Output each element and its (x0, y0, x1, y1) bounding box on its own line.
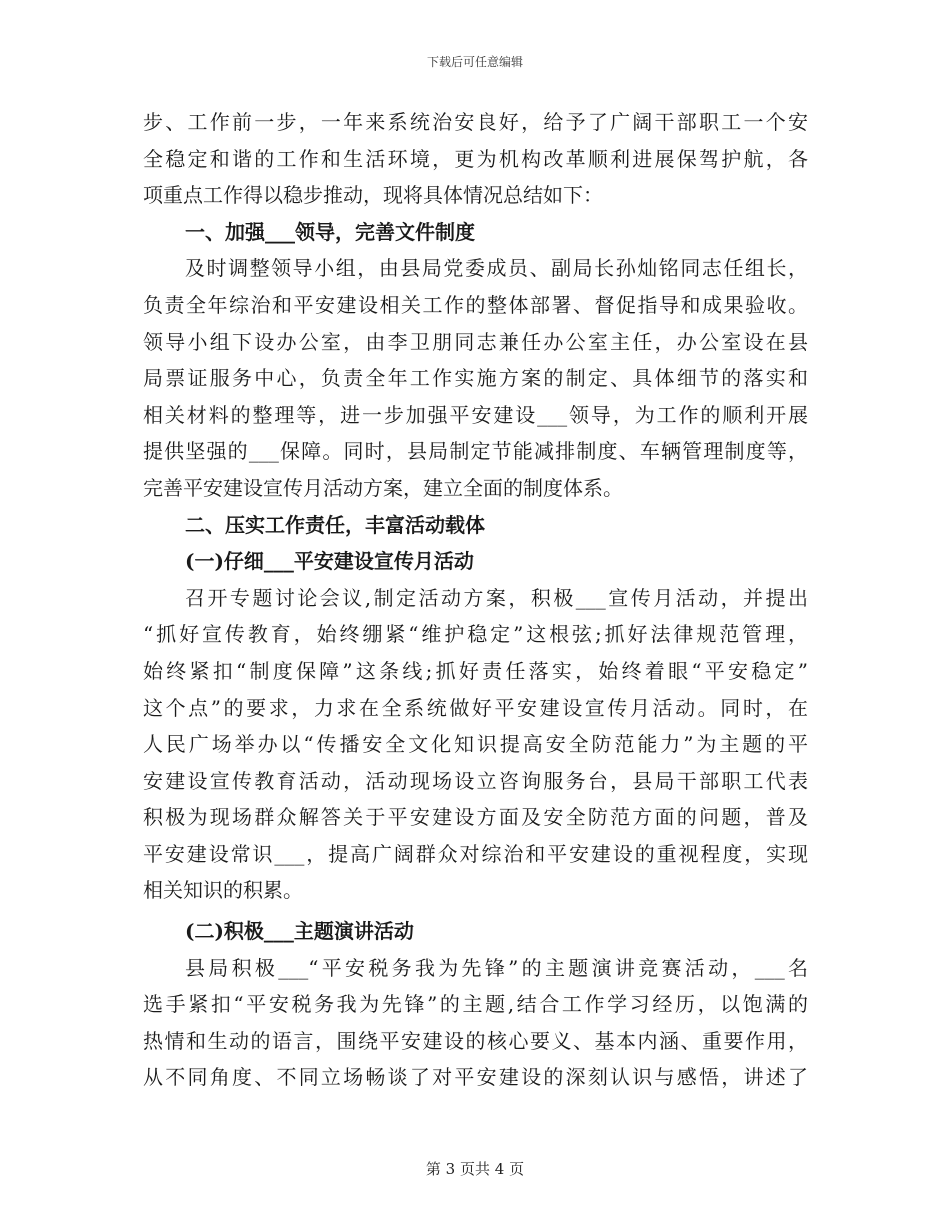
page-footer: 第 3 页共 4 页 (425, 1160, 525, 1178)
paragraph-first-line: 县局积极___“平安税务我为先锋”的主题演讲竞赛活动，___名 (185, 955, 808, 980)
paragraph-line: 负责全年综治和平安建设相关工作的整体部署、督促指导和成果验收。 (143, 292, 808, 317)
paragraph-line: 选手紧扣“平安税务我为先锋”的主题,结合工作学习经历，以饱满的 (143, 992, 808, 1017)
section-heading: 一、加强___领导，完善文件制度 (185, 219, 475, 244)
paragraph-line: 步、工作前一步，一年来系统治安良好，给予了广阔干部职工一个安 (143, 110, 808, 134)
paragraph-line: 领导小组下设办公室，由李卫朋同志兼任办公室主任，办公室设在县 (143, 329, 808, 354)
page-header: 下载后可任意编辑 (426, 55, 523, 69)
paragraph-line: 局票证服务中心，负责全年工作实施方案的制定、具体细节的落实和 (143, 366, 808, 391)
paragraph-line: 这个点”的要求，力求在全系统做好平安建设宣传月活动。同时，在 (143, 695, 808, 720)
paragraph-line: 从不同角度、不同立场畅谈了对平安建设的深刻认识与感悟，讲述了 (143, 1065, 808, 1090)
paragraph-first-line: 及时调整领导小组，由县局党委成员、副局长孙灿铭同志任组长， (185, 256, 808, 281)
paragraph-line: 相关材料的整理等，进一步加强平安建设___领导，为工作的顺利开展 (143, 402, 808, 427)
paragraph-line: 提供坚强的___保障。同时，县局制定节能减排制度、车辆管理制度等， (143, 439, 808, 464)
paragraph-line: “抓好宣传教育，始终绷紧“维护稳定”这根弦;抓好法律规范管理， (143, 622, 808, 647)
paragraph-line: 积极为现场群众解答关于平安建设方面及安全防范方面的问题，普及 (143, 805, 808, 830)
paragraph-line: 始终紧扣“制度保障”这条线;抓好责任落实，始终着眼“平安稳定” (143, 658, 808, 683)
paragraph-last-line: 完善平安建设宣传月活动方案，建立全面的制度体系。 (143, 475, 623, 500)
document-body (143, 104, 808, 1096)
paragraph-line: 安建设宣传教育活动，活动现场设立咨询服务台，县局干部职工代表 (143, 768, 808, 793)
paragraph-last-line: 项重点工作得以稳步推动，现将具体情况总结如下： (143, 183, 603, 208)
paragraph-line: 全稳定和谐的工作和生活环境，更为机构改革顺利进展保驾护航，各 (143, 146, 808, 171)
paragraph-line: 平安建设常识___，提高广阔群众对综治和平安建设的重视程度，实现 (143, 841, 808, 866)
paragraph-line: 热情和生动的语言，围绕平安建设的核心要义、基本内涵、重要作用， (143, 1028, 808, 1053)
section-heading: (一)仔细___平安建设宣传月活动 (185, 549, 474, 574)
paragraph-first-line: 召开专题讨论会议,制定活动方案，积极___宣传月活动，并提出 (185, 585, 808, 610)
paragraph-last-line: 相关知识的积累。 (143, 878, 303, 903)
paragraph-line: 人民广场举办以“传播安全文化知识提高安全防范能力”为主题的平 (143, 732, 808, 757)
section-heading: (二)积极___主题演讲活动 (185, 919, 414, 944)
section-heading: 二、压实工作责任，丰富活动载体 (185, 512, 485, 537)
